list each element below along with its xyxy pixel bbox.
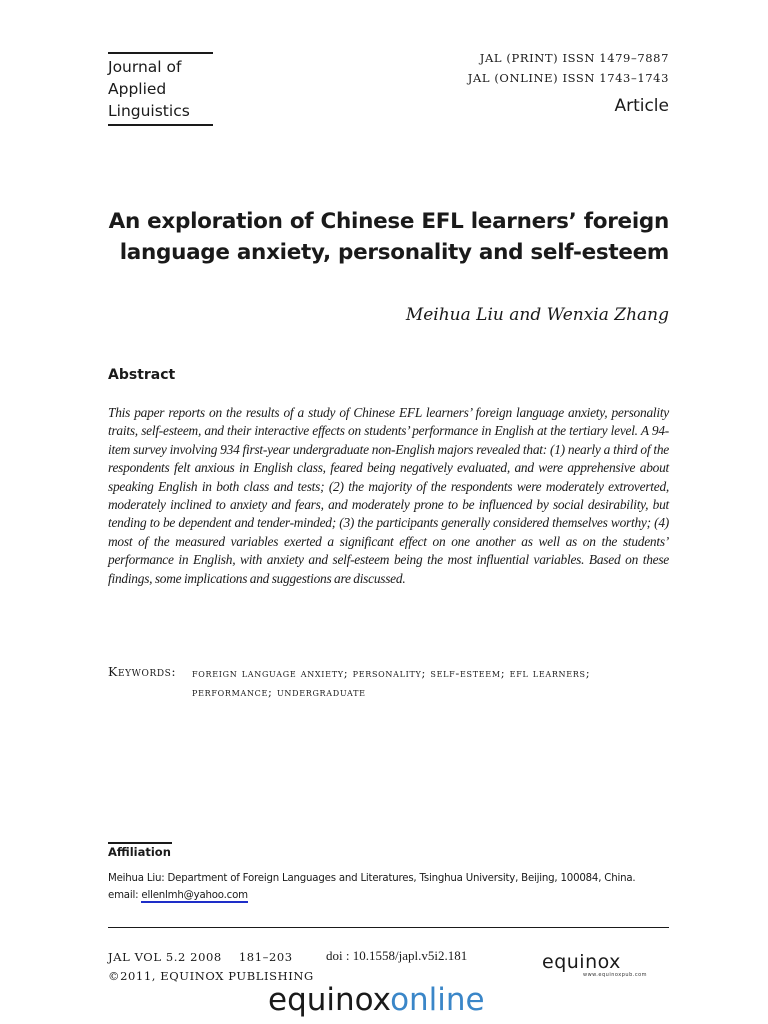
footer-doi: doi : 10.1558/japl.v5i2.181	[326, 948, 468, 963]
affiliation-text: Meihua Liu: Department of Foreign Languages and Literatures, Tsinghua University, Beijing, 100084, China.	[108, 873, 636, 884]
email-label: email:	[108, 890, 142, 901]
masthead-bottom-rule	[108, 124, 213, 126]
footer-copyright: ©2011, EQUINOX PUBLISHING	[108, 969, 314, 983]
article-type: Article	[614, 96, 669, 116]
keywords-list	[192, 664, 672, 702]
keywords-line-2: performance; undergraduate	[192, 685, 366, 699]
online-logo-part-a: equinox	[268, 982, 391, 1018]
keywords-label: Keywords:	[108, 664, 177, 679]
email-line	[108, 887, 688, 904]
journal-name-line-1: Journal of	[108, 58, 182, 76]
masthead-top-rule	[108, 52, 213, 54]
journal-name-line-3: Linguistics	[108, 102, 190, 120]
online-logo-part-b: online	[390, 982, 485, 1018]
email-link[interactable]: ellenlmh@yahoo.com	[141, 890, 248, 901]
equinox-logo: equinox	[542, 951, 621, 973]
title-line-1: An exploration of Chinese EFL learners’ foreign	[108, 209, 669, 234]
affiliation-rule	[108, 842, 172, 844]
issn-online: JAL (ONLINE) ISSN 1743–1743	[467, 71, 669, 85]
authors: Meihua Liu and Wenxia Zhang	[405, 305, 669, 325]
footer-volume: JAL VOL 5.2 2008	[108, 950, 222, 964]
affiliation-heading: Affiliation	[108, 845, 171, 859]
title-line-2: language anxiety, personality and self-esteem	[119, 240, 669, 265]
abstract-text: This paper reports on the results of a study of Chinese EFL learners’ foreign language anxiety, personality traits, self-esteem, and their interactive effects on students’ performance in English at the tertiary level. A 94-item survey involving 934 first-year undergraduate non-English majors revealed that: (1) nearly a third of the respondents felt anxious in English class, feared being negatively evaluated, and were apprehensive about speaking English in both class and tests; (2) the majority of the respondents were moderately extroverted, moderately inclined to anxiety and fears, and moderately prone to be influenced by social desirability, but tending to be dependent and tender-minded; (3) the participants generally considered themselves worthy; (4) most of the measured variables exerted a significant effect on one another as well as on the students’ performance in English, with anxiety and self-esteem being the most influential variables. Based on these findings, some implications and suggestions are discussed.	[108, 405, 669, 586]
equinox-logo-url: www.equinoxpub.com	[583, 972, 648, 978]
keywords-line-1: foreign language anxiety; personality; self-esteem; efl learners;	[192, 666, 591, 680]
equinox-online-logo	[268, 980, 485, 1020]
article-title	[100, 206, 669, 268]
issn-print: JAL (PRINT) ISSN 1479–7887	[479, 51, 669, 65]
footer-rule	[108, 927, 669, 928]
abstract-heading: Abstract	[108, 367, 176, 383]
journal-name-line-2: Applied	[108, 80, 167, 98]
footer-pages: 181–203	[238, 950, 293, 964]
affiliation-block	[108, 870, 688, 904]
